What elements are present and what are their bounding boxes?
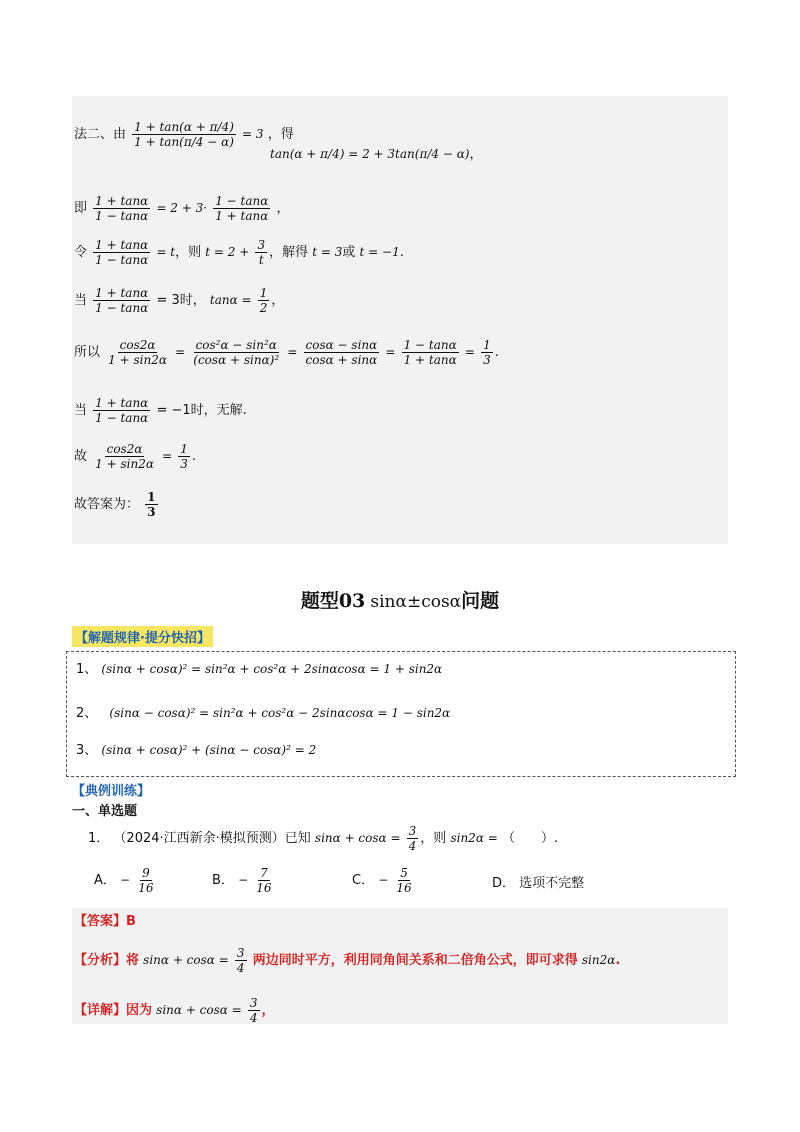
ratio-fraction: $\frac{1 + \tan\alpha}{1 - \tan\alpha}$ [95, 286, 149, 315]
section-title: 题型03 sinα±cosα问题 [300, 590, 500, 612]
dang-neg-line: 当 $\frac{1 + \tan\alpha}{1 - \tan\alpha}$ = −1时，无解. [74, 396, 247, 425]
option-a[interactable]: A． − $\frac{9}{16}$ [94, 866, 154, 895]
ratio2-fraction: $\frac{1 - \tan\alpha}{1 + \tan\alpha}$ [403, 338, 457, 367]
option-c[interactable]: C． − $\frac{5}{16}$ [352, 866, 412, 895]
one-third: $\frac{1}{3}$ [483, 338, 491, 367]
method2-fraction: $\frac{1 + \tan(\alpha + \pi/4)}{1 + \tan(\pi/4 - \alpha)}$ [134, 120, 234, 149]
gu-line: 故 $\frac{\cos 2\alpha}{1 + \sin 2\alpha}$ = $\frac{1}{3}$ . [74, 442, 197, 471]
detail-fraction: $\frac{3}{4}$ [249, 996, 258, 1025]
ratio-fraction: $\frac{1 + \tan\alpha}{1 - \tan\alpha}$ [95, 396, 149, 425]
ratio-fraction: $\frac{1 + \tan\alpha}{1 - \tan\alpha}$ [95, 238, 149, 267]
single-choice-heading: 一、单选题 [72, 804, 138, 819]
ratio-fraction: $\frac{1 + \tan\alpha}{1 - \tan\alpha}$ [95, 194, 149, 223]
examples-header: 【典例训练】 [72, 784, 151, 799]
answer-fraction: $\frac{1}{3}$ [147, 490, 156, 519]
tips-header: 【解题规律·提分快招】 [72, 626, 213, 647]
option-b[interactable]: B． − $\frac{7}{16}$ [212, 866, 272, 895]
dang-line: 当 $\frac{1 + \tan\alpha}{1 - \tan\alpha}$ = 3时， tanα = $\frac{1}{2}$ ， [74, 286, 285, 315]
cos2a-fraction: $\frac{\cos 2\alpha}{1 + \sin 2\alpha}$ [95, 442, 154, 471]
c2-fraction: $\frac{\cos\alpha - \sin\alpha}{\cos\alpha + \sin\alpha}$ [305, 338, 378, 367]
tip-3: 3、 (sinα + cosα)² + (sinα − cosα)² = 2 [76, 743, 317, 758]
ji-line: 即 $\frac{1 + \tan\alpha}{1 - \tan\alpha}$ = 2 + 3· $\frac{1 - \tan\alpha}{1 + \tan\alpha}$ ， [74, 194, 290, 223]
analysis-row: 【分析】将 sinα + cosα = $\frac{3}{4}$ 两边同时平方，利用同角间关系和二倍角公式，即可求得 sin2α. [74, 946, 621, 975]
ling-line: 令 $\frac{1 + \tan\alpha}{1 - \tan\alpha}$ = t，则 t = 2 + $\frac{3}{t}$ ，解得 t = 3或 t = −1. [74, 238, 404, 267]
option-d[interactable]: D． 选项不完整 [492, 876, 585, 891]
three-over-t: $\frac{3}{t}$ [257, 238, 266, 267]
c1-fraction: $\frac{\text{cos²α − sin²α}}{\text{(cosα + sinα)²}}$ [193, 338, 280, 367]
option-c-fraction: $\frac{5}{16}$ [396, 866, 412, 895]
option-b-fraction: $\frac{7}{16}$ [256, 866, 272, 895]
tip-2: 2、 (sinα − cosα)² = sin²α + cos²α − 2sinαcosα = 1 − sin2α [76, 706, 451, 721]
answer-row: 【答案】B [74, 914, 136, 929]
method2-line: 法二、由 $\frac{1 + \tan(\alpha + \pi/4)}{1 + \tan(\pi/4 - \alpha)}$ = 3 ，得 [74, 120, 294, 149]
analysis-fraction: $\frac{3}{4}$ [236, 946, 245, 975]
tip-1: 1、 (sinα + cosα)² = sin²α + cos²α + 2sinαcosα = 1 + sin2α [76, 662, 443, 677]
detail-row: 【详解】因为 sinα + cosα = $\frac{3}{4}$ ， [74, 996, 275, 1025]
three-fourths: $\frac{3}{4}$ [408, 824, 417, 853]
one-third: $\frac{1}{3}$ [180, 442, 188, 471]
option-a-fraction: $\frac{9}{16}$ [138, 866, 154, 895]
question-1: 1． （2024·江西新余·模拟预测）已知 sinα + cosα = $\frac{3}{4}$ ，则 sin2α = （ ）. [88, 824, 559, 853]
suoyi-line: 所以 $\frac{\cos 2\alpha}{1 + \sin 2\alpha}$ = $\frac{\text{cos²α − sin²α}}{\text{(cosα + sinα)²}}$ = $\frac{\cos\alpha - \sin\alpha}{\cos\alpha + \sin\alpha}$ = $\frac{1 - \tan\alpha}{1 + \tan\alpha}$ = $\frac{1}{3}$ . [74, 338, 499, 367]
ratio2-fraction: $\frac{1 - \tan\alpha}{1 + \tan\alpha}$ [215, 194, 269, 223]
half-fraction: $\frac{1}{2}$ [259, 286, 268, 315]
method2-result: tan(α + π/4) = 2 + 3tan(π/4 − α)， [270, 147, 483, 162]
cos2a-fraction: $\frac{\cos 2\alpha}{1 + \sin 2\alpha}$ [108, 338, 167, 367]
answer-line: 故答案为： $\frac{1}{3}$ [74, 490, 156, 519]
